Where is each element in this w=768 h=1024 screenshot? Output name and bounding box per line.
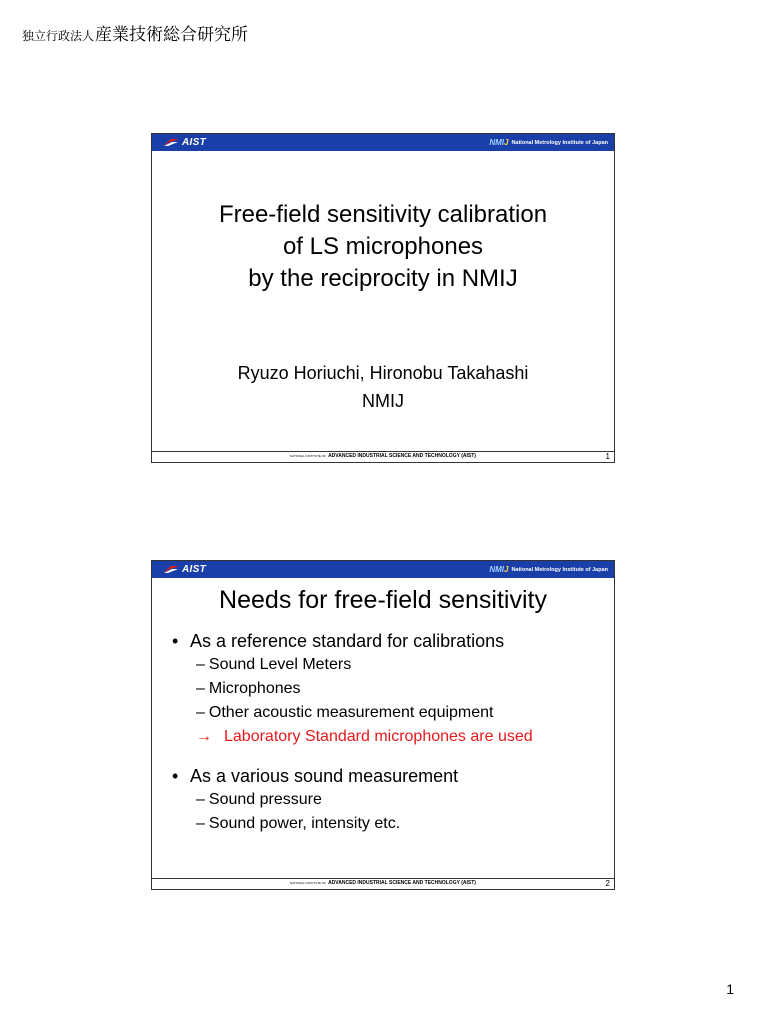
nmij-institute-name: National Metrology Institute of Japan [511,139,608,146]
aist-logo-text: AIST [182,564,206,575]
aist-swoosh-icon [162,565,180,574]
right-arrow-icon: → [196,728,212,745]
nmij-mark: NMIJ [489,138,509,147]
slide-1 [151,133,615,463]
bullet-dot-icon: • [172,631,179,651]
slide-title: Needs for free-field sensitivity [219,586,547,614]
slide-title [152,199,614,295]
sub-bullet-item: – Sound pressure [196,791,322,808]
footer-text: NATIONAL INSTITUTE OF ADVANCED INDUSTRIAL SCIENCE AND TECHNOLOGY (AIST) [290,453,476,459]
nmij-logo [489,138,608,147]
title-line-3: by the reciprocity in NMIJ [248,265,518,292]
slide-2 [151,560,615,890]
aist-logo [162,564,206,575]
sub-bullet-item: – Other acoustic measurement equipment [196,704,494,721]
nmij-logo [489,565,608,574]
slide-number: 1 [605,452,610,461]
highlight-line [172,725,604,749]
slide-banner [152,561,614,578]
aist-logo-text: AIST [182,137,206,148]
nmij-institute-name: National Metrology Institute of Japan [511,566,608,573]
slide-banner [152,134,614,151]
page-number: 1 [726,981,734,997]
slide-number: 2 [605,879,610,888]
author-affiliation: NMIJ [362,391,404,411]
title-line-1: Free-field sensitivity calibration [218,201,548,228]
org-name: 産業技術総合研究所 [95,25,249,45]
aist-logo [162,137,206,148]
slide-footer [152,451,614,462]
slide-body [172,629,604,836]
org-header [22,20,248,45]
bullet-item: • As a various sound measurement [172,766,459,786]
nmij-mark: NMIJ [489,565,509,574]
highlight-text: Laboratory Standard microphones are used [224,728,533,745]
sub-bullet-item: – Sound power, intensity etc. [196,815,401,832]
aist-swoosh-icon [162,138,180,147]
sub-bullet-item: – Microphones [196,680,301,697]
bullet-item: • As a reference standard for calibrations [172,631,505,651]
footer-text: NATIONAL INSTITUTE OF ADVANCED INDUSTRIAL SCIENCE AND TECHNOLOGY (AIST) [290,880,476,886]
slide-footer [152,878,614,889]
title-line-2: of LS microphones [282,233,484,260]
slide-authors [152,359,614,415]
author-names: Ryuzo Horiuchi, Hironobu Takahashi [237,363,529,383]
org-prefix: 独立行政法人 [22,29,95,43]
sub-bullet-item: – Sound Level Meters [196,656,352,673]
bullet-dot-icon: • [172,766,179,786]
